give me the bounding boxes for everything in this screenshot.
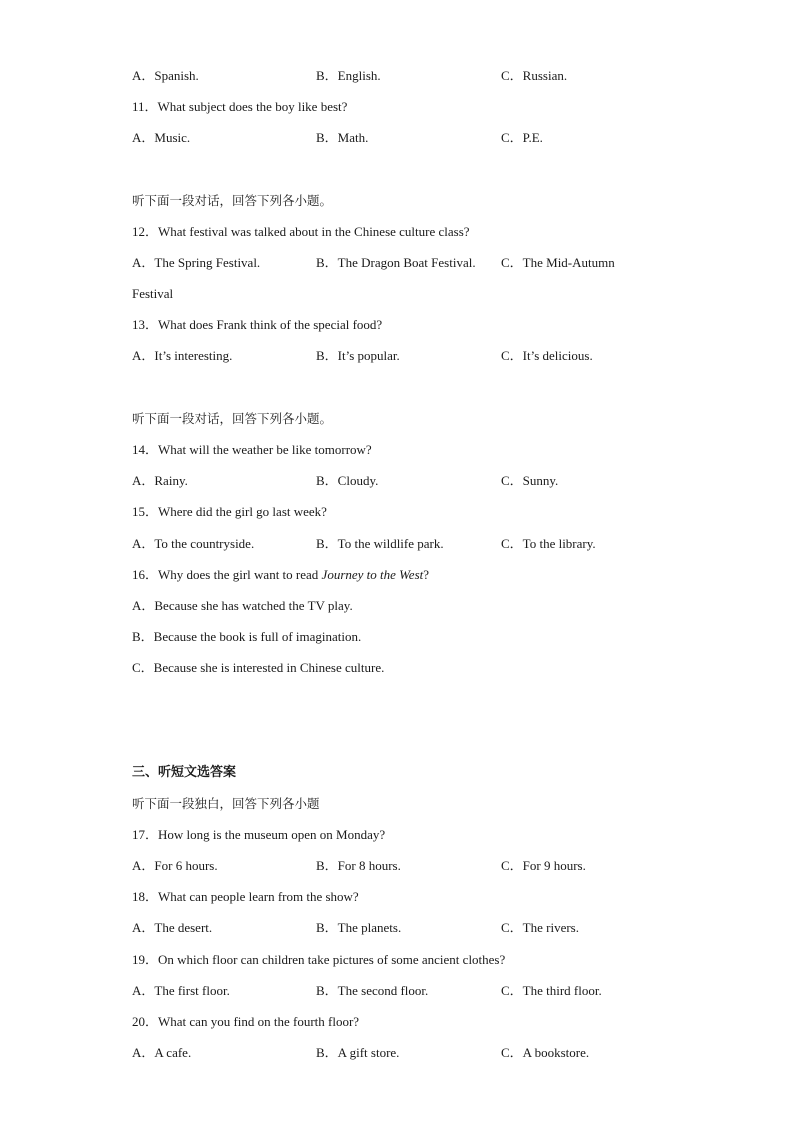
q15-question: 15．Where did the girl go last week? [132, 504, 327, 519]
q19-option-b: B．The second floor. [316, 983, 429, 998]
q14-question: 14．What will the weather be like tomorrow? [132, 442, 372, 457]
q10-option-c: C．Russian. [501, 68, 568, 83]
section-3-heading: 三、听短文选答案 [132, 765, 237, 780]
q16-question-suffix: ? [423, 567, 430, 582]
q16-option-c: C．Because she is interested in Chinese culture. [132, 660, 385, 675]
instruction-dialogue-1: 听下面一段对话，回答下列各小题。 [132, 193, 333, 208]
q11-option-a: A．Music. [132, 130, 191, 145]
q15-option-c: C．To the library. [501, 536, 596, 551]
q13-option-b: B．It’s popular. [316, 348, 400, 363]
q13-option-a: A．It’s interesting. [132, 348, 233, 363]
q15-option-a: A．To the countryside. [132, 536, 255, 551]
q16-option-a: A．Because she has watched the TV play. [132, 598, 353, 613]
q14-option-c: C．Sunny. [501, 473, 559, 488]
q12-option-c: C．The Mid-Autumn [501, 255, 615, 270]
q10-option-a: A．Spanish. [132, 68, 199, 83]
q18-option-c: C．The rivers. [501, 920, 579, 935]
q18-option-a: A．The desert. [132, 920, 213, 935]
q16-question [132, 567, 429, 583]
q13-option-c: C．It’s delicious. [501, 348, 593, 363]
q17-option-c: C．For 9 hours. [501, 858, 586, 873]
q17-question: 17．How long is the museum open on Monday? [132, 827, 386, 842]
q17-option-a: A．For 6 hours. [132, 858, 218, 873]
q16-book-title: Journey to the West [321, 567, 424, 582]
q20-option-a: A．A cafe. [132, 1045, 192, 1060]
q12-option-b: B．The Dragon Boat Festival. [316, 255, 476, 270]
q16-option-b: B．Because the book is full of imagination. [132, 629, 362, 644]
q11-question: 11．What subject does the boy like best? [132, 99, 348, 114]
q14-option-a: A．Rainy. [132, 473, 188, 488]
q13-question: 13．What does Frank think of the special food? [132, 317, 383, 332]
q11-option-c: C．P.E. [501, 130, 543, 145]
q12-question: 12．What festival was talked about in the Chinese culture class? [132, 224, 470, 239]
q10-option-b: B．English. [316, 68, 381, 83]
q18-question: 18．What can people learn from the show? [132, 889, 359, 904]
q12-option-a: A．The Spring Festival. [132, 255, 261, 270]
q19-option-a: A．The first floor. [132, 983, 230, 998]
q20-option-b: B．A gift store. [316, 1045, 400, 1060]
q14-option-b: B．Cloudy. [316, 473, 379, 488]
instruction-monologue: 听下面一段独白，回答下列各小题 [132, 796, 320, 811]
q17-option-b: B．For 8 hours. [316, 858, 401, 873]
q16-question-prefix: 16．Why does the girl want to read [132, 567, 322, 582]
q18-option-b: B．The planets. [316, 920, 402, 935]
instruction-dialogue-2: 听下面一段对话，回答下列各小题。 [132, 411, 333, 426]
q12-option-c-continued: Festival [132, 286, 174, 301]
q20-option-c: C．A bookstore. [501, 1045, 590, 1060]
q19-option-c: C．The third floor. [501, 983, 602, 998]
q15-option-b: B．To the wildlife park. [316, 536, 444, 551]
q11-option-b: B．Math. [316, 130, 369, 145]
q19-question: 19．On which floor can children take pictures of some ancient clothes? [132, 952, 506, 967]
q20-question: 20．What can you find on the fourth floor? [132, 1014, 360, 1029]
